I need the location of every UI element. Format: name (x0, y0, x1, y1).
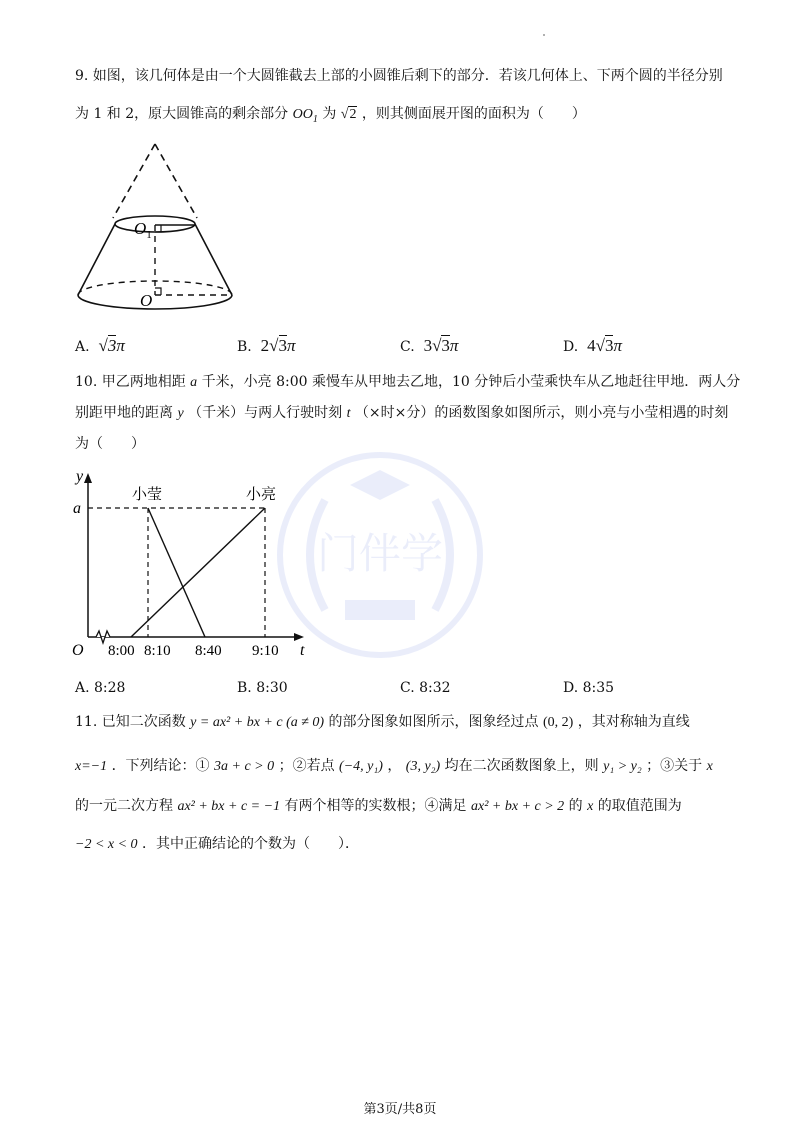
tick-label: 8:10 (144, 643, 171, 659)
series-xiaoying-line (148, 508, 205, 637)
series-xiaoliang-line (131, 508, 265, 637)
q11-line2: x=−1 ．下列结论：① 3a + c > 0 ；②若点 (−4, y₁) ， (3, y₂) 均在二次函数图象上，则 y₁ > y₂ ；③关于 x (75, 758, 713, 774)
series-label-xiaoying: 小莹 (132, 487, 163, 503)
tick-label: 8:00 (108, 643, 135, 659)
series-label-xiaoliang: 小亮 (246, 487, 277, 503)
tick-label: 8:40 (195, 643, 222, 659)
q10-option-a: A. 8:28 (75, 680, 126, 696)
q10-option-c: C. 8:32 (400, 680, 451, 696)
q10-line2: 别距甲地的距离 y （千米）与两人行驶时刻 t （×时×分）的函数图象如图所示，则小亮与小莹相遇的时刻 (75, 405, 729, 421)
q11-line3: 的一元二次方程 ax² + bx + c = −1 有两个相等的实数根；④满足 ax² + bx + c > 2 的 x 的取值范围为 (75, 798, 682, 814)
watermark-text: 门伴学 (316, 532, 444, 578)
t-axis-label: t (300, 642, 305, 659)
q10-distance-time-graph (68, 465, 318, 665)
q9-option-d: D. 4√3π (563, 336, 622, 355)
svg-text:O1: $O_1$ (134, 219, 152, 241)
scan-speck (543, 34, 545, 36)
svg-text:O: O (140, 291, 153, 310)
q10-option-b: B. 8:30 (237, 680, 288, 696)
q9-sqrt2: √2 (340, 107, 357, 122)
q9-option-a: A. √3π (75, 336, 125, 355)
q9-segment-oo1: $OO_1$ (292, 107, 318, 125)
q9-option-c: C. 3√3π (400, 336, 459, 355)
q11-line4: −2 < x < 0 ．其中正确结论的个数为（ ）． (75, 836, 360, 852)
origin-label: O (72, 642, 84, 659)
q11-line1: 11. 已知二次函数 y = ax² + bx + c (a ≠ 0) 的部分图象如图所示，图象经过点 (0, 2) ，其对称轴为直线 (75, 714, 690, 730)
q9-option-b: B. 2√3π (237, 336, 296, 355)
page-footer: 第3页/共8页 (363, 1102, 437, 1117)
tick-label: 9:10 (252, 643, 279, 659)
a-label: a (73, 500, 81, 517)
q9-frustum-figure (70, 138, 245, 318)
y-axis-label: y (76, 468, 84, 485)
q10-line1: 10. 甲乙两地相距 a 千米，小亮 8:00 乘慢车从甲地去乙地，10 分钟后小莹乘快车从乙地赶往甲地．两人分 (75, 374, 741, 390)
q10-option-d: D. 8:35 (563, 680, 615, 696)
q9-line1: 9. 如图，该几何体是由一个大圆锥截去上部的小圆锥后剩下的部分．若该几何体上、下两个圆的半径分别 (75, 68, 723, 84)
q9-line2: 为 1 和 2，原大圆锥高的剩余部分 $OO_1$ 为 √2 ，则其侧面展开图的面积为（ ） (75, 106, 586, 125)
q10-line3: 为（ ） (75, 436, 145, 452)
